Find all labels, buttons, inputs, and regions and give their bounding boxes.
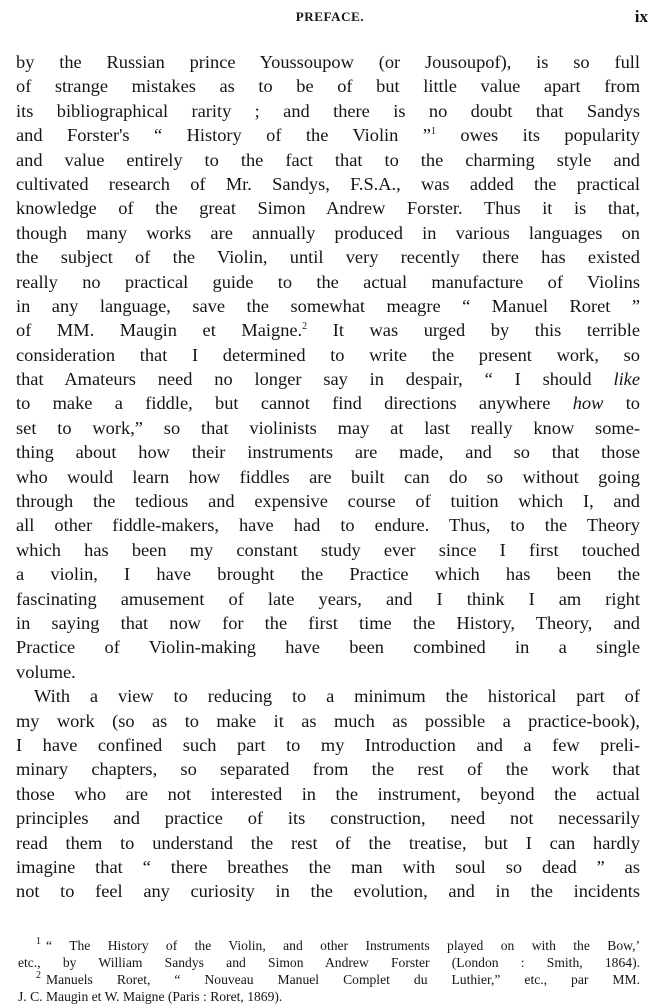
text-line [16, 367, 640, 391]
text-line: who would learn how fiddles are built can do so without going [16, 466, 640, 487]
text-line: all other fiddle-makers, have had to endure. Thus, to the Theory [16, 515, 640, 536]
text-line: volume. [16, 661, 76, 682]
text-line: which has been my constant study ever since I first touched [16, 539, 640, 560]
footnote-2-continued: J. C. Maugin et W. Maigne (Paris : Roret, 1869). [18, 989, 283, 1004]
text-line: by the Russian prince Youssoupow (or Jousoupof), is so full [16, 52, 640, 72]
body-text [16, 50, 640, 904]
text-line: Practice of Violin-making have been combined in a single [16, 637, 640, 658]
text-line [16, 391, 640, 415]
text-fragment: It was urged by this terrible [307, 320, 640, 341]
text-line: With a view to reducing to a minimum the historical part of [34, 686, 640, 707]
text-line: those who are not interested in the instrument, beyond the actual [16, 783, 640, 804]
footnote-mark: 2 [36, 971, 41, 982]
emphasis: how [572, 393, 604, 414]
footnotes [16, 937, 640, 1005]
text-line: a violin, I have brought the Practice which has been the [16, 564, 640, 585]
text-line: principles and practice of its construction, need not necessarily [16, 808, 640, 829]
text-line: in saying that now for the first time the History, Theory, and [16, 612, 640, 633]
page-number: ix [634, 7, 648, 26]
text-line: knowledge of the great Simon Andrew Forster. Thus it is that, [16, 198, 640, 219]
text-line: consideration that I determined to write the present work, so [16, 344, 640, 365]
text-line: really no practical guide to the actual manufacture of Violins [16, 271, 640, 292]
text-line: of strange mistakes as to be of but little value apart from [16, 76, 640, 97]
footnote-ref-1: 1 [430, 126, 436, 138]
text-line: and value entirely to the fact that to the charming style and [16, 149, 640, 170]
emphasis: like [613, 369, 640, 390]
text-line: read them to understand the rest of the treatise, but I can hardly [16, 832, 640, 853]
footnote-1 [16, 937, 640, 954]
text-line: not to feel any curiosity in the evolution, and in the incidents [16, 881, 640, 902]
footnote-2 [16, 971, 640, 988]
text-line [16, 318, 640, 342]
text-line: in any language, save the somewhat meagre “ Manuel Roret ” [16, 295, 640, 316]
text-line: cultivated research of Mr. Sandys, F.S.A., was added the practical [16, 173, 640, 194]
text-line: I have confined such part to my Introduction and a few preli- [16, 734, 640, 755]
footnote-1-continued: etc., by William Sandys and Simon Andrew Forster (London : Smith, 1864). [18, 955, 640, 970]
text-line: though many works are annually produced in various languages on [16, 222, 640, 243]
text-line: minary chapters, so separated from the rest of the work that [16, 759, 640, 780]
text-line: its bibliographical rarity ; and there is no doubt that Sandys [16, 100, 640, 121]
text-fragment: that Amateurs need no longer say in despair, “ I should [16, 369, 614, 390]
text-line: thing about how their instruments are made, and so that those [16, 442, 640, 463]
text-fragment: and Forster's “ History of the Violin ” [16, 125, 431, 146]
footnote-text: “ The History of the Violin, and other Instruments played on with the Bow,’ [46, 938, 640, 953]
text-fragment: to [603, 393, 640, 414]
text-line [16, 123, 640, 147]
running-title: PREFACE. [295, 9, 365, 24]
footnote-ref-2: 2 [302, 321, 308, 333]
text-line: my work (so as to make it as much as possible a practice-book), [16, 710, 640, 731]
text-fragment: of MM. Maugin et Maigne. [16, 320, 303, 341]
text-line: imagine that “ there breathes the man with soul so dead ” as [16, 856, 640, 877]
text-fragment: to make a fiddle, but cannot find directions anywhere [16, 393, 573, 414]
text-line: through the tedious and expensive course of tuition which I, and [16, 491, 640, 512]
footnote-mark: 1 [36, 937, 41, 948]
text-fragment: owes its popularity [435, 125, 640, 146]
page-header [0, 7, 660, 29]
text-line: set to work,” so that violinists may at last really know some- [16, 417, 640, 438]
footnote-text: Manuels Roret, “ Nouveau Manuel Complet du Luthier,” etc., par MM. [46, 972, 640, 987]
text-line: the subject of the Violin, until very recently there has existed [16, 247, 640, 268]
text-line: fascinating amusement of late years, and I think I am right [16, 588, 640, 609]
